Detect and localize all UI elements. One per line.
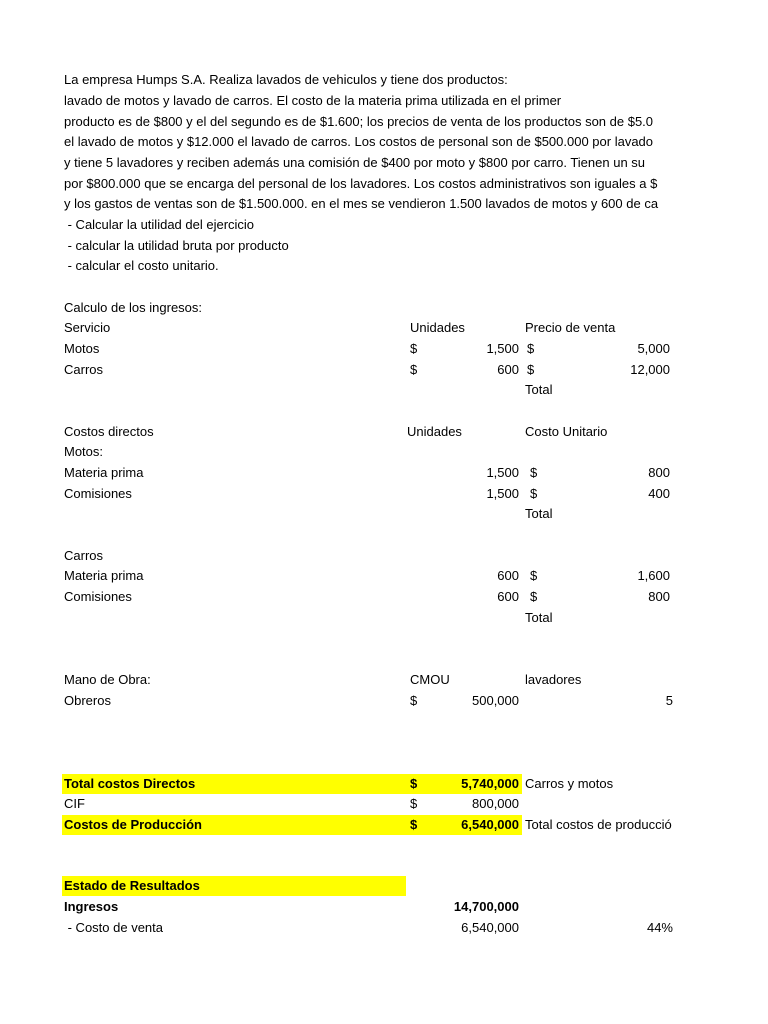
cost-cell[interactable]: 800 (648, 465, 670, 480)
row-label[interactable]: CIF (64, 796, 85, 811)
costos-produccion-row (0, 815, 674, 835)
carros-section-label[interactable]: Carros (64, 548, 104, 563)
intro-line-3[interactable]: producto es de $800 y el del segundo es de $1.600; los precios de venta de los productos son de $5.0 (64, 114, 654, 129)
currency: $ (410, 341, 418, 356)
row-label[interactable]: Carros (64, 362, 104, 377)
units-cell[interactable]: 1,500 (486, 341, 519, 356)
total-directos-value[interactable]: 5,740,000 (461, 776, 519, 791)
row-label[interactable]: Comisiones (64, 486, 132, 501)
intro-line-4[interactable]: el lavado de motos y $12.000 el lavado de carros. Los costos de personal son de $500.000 por lavado (64, 134, 654, 149)
row-label[interactable]: Comisiones (64, 589, 132, 604)
price-cell[interactable]: 5,000 (637, 341, 670, 356)
units-cell[interactable]: 600 (497, 362, 519, 377)
estado-costo-row (0, 918, 674, 938)
estado-costo-value[interactable]: 6,540,000 (461, 920, 519, 935)
units-cell[interactable]: 1,500 (486, 486, 519, 501)
costos-produccion-note[interactable]: Total costos de producció (525, 817, 672, 832)
estado-ingresos-row (0, 897, 674, 917)
col-header-unidades[interactable]: Unidades (407, 424, 462, 439)
ingresos-title[interactable]: Calculo de los ingresos: (64, 300, 203, 315)
cost-cell[interactable]: 800 (648, 589, 670, 604)
ingresos-row-motos (0, 339, 674, 359)
col-header-costo-unitario[interactable]: Costo Unitario (525, 424, 608, 439)
row-label[interactable]: - Costo de venta (64, 920, 163, 935)
estado-title-row (0, 876, 674, 896)
mano-obra-title[interactable]: Mano de Obra: (64, 672, 151, 687)
motos-total-label[interactable]: Total (525, 506, 553, 521)
lavadores-cell[interactable]: 5 (665, 693, 673, 708)
intro-line-6[interactable]: por $800.000 que se encarga del personal de los lavadores. Los costos administrativos son iguales a $ (64, 176, 658, 191)
currency: $ (410, 817, 418, 832)
currency: $ (527, 362, 535, 377)
cif-value[interactable]: 800,000 (472, 796, 519, 811)
col-header-unidades[interactable]: Unidades (410, 320, 465, 335)
row-label[interactable]: Materia prima (64, 568, 144, 583)
cost-cell[interactable]: 400 (648, 486, 670, 501)
col-header-precio[interactable]: Precio de venta (525, 320, 616, 335)
row-label[interactable]: Total costos Directos (64, 776, 196, 791)
total-directos-row (0, 774, 674, 794)
row-label[interactable]: Costos de Producción (64, 817, 202, 832)
motos-section-label[interactable]: Motos: (64, 444, 104, 459)
obreros-row (0, 691, 674, 711)
intro-line-5[interactable]: y tiene 5 lavadores y reciben además una comisión de $400 por moto y $800 por carro. Tienen un su (64, 155, 646, 170)
row-label[interactable]: Motos (64, 341, 100, 356)
currency: $ (410, 693, 418, 708)
units-cell[interactable]: 600 (497, 568, 519, 583)
units-cell[interactable]: 600 (497, 589, 519, 604)
cost-cell[interactable]: 1,600 (637, 568, 670, 583)
currency: $ (530, 568, 538, 583)
task-2[interactable]: - calcular la utilidad bruta por producto (64, 238, 289, 253)
carros-row-comisiones (0, 587, 674, 607)
col-header-lavadores[interactable]: lavadores (525, 672, 582, 687)
currency: $ (410, 796, 418, 811)
cmou-cell[interactable]: 500,000 (472, 693, 519, 708)
estado-costo-pct[interactable]: 44% (646, 920, 673, 935)
currency: $ (530, 465, 538, 480)
task-3[interactable]: - calcular el costo unitario. (64, 258, 219, 273)
motos-row-comisiones (0, 484, 674, 504)
estado-ingresos-value[interactable]: 14,700,000 (453, 899, 519, 914)
costos-produccion-value[interactable]: 6,540,000 (461, 817, 519, 832)
col-header-servicio[interactable]: Servicio (64, 320, 111, 335)
units-cell[interactable]: 1,500 (486, 465, 519, 480)
intro-line-2[interactable]: lavado de motos y lavado de carros. El costo de la materia prima utilizada en el primer (64, 93, 562, 108)
col-header-cmou[interactable]: CMOU (410, 672, 450, 687)
cif-row (0, 794, 674, 814)
motos-row-materia (0, 463, 674, 483)
carros-row-materia (0, 566, 674, 586)
currency: $ (530, 486, 538, 501)
ingresos-row-carros (0, 360, 674, 380)
costos-title[interactable]: Costos directos (64, 424, 154, 439)
currency: $ (527, 341, 535, 356)
total-directos-note[interactable]: Carros y motos (525, 776, 614, 791)
estado-title[interactable]: Estado de Resultados (64, 878, 200, 893)
row-label[interactable]: Ingresos (64, 899, 119, 914)
ingresos-total-label[interactable]: Total (525, 382, 553, 397)
row-label[interactable]: Obreros (64, 693, 111, 708)
currency: $ (530, 589, 538, 604)
row-label[interactable]: Materia prima (64, 465, 144, 480)
price-cell[interactable]: 12,000 (630, 362, 670, 377)
intro-line-7[interactable]: y los gastos de ventas son de $1.500.000. en el mes se vendieron 1.500 lavados de motos y 600 de ca (64, 196, 659, 211)
task-1[interactable]: - Calcular la utilidad del ejercicio (64, 217, 255, 232)
currency: $ (410, 362, 418, 377)
carros-total-label[interactable]: Total (525, 610, 553, 625)
intro-line-1[interactable]: La empresa Humps S.A. Realiza lavados de vehiculos y tiene dos productos: (64, 72, 508, 87)
currency: $ (410, 776, 418, 791)
